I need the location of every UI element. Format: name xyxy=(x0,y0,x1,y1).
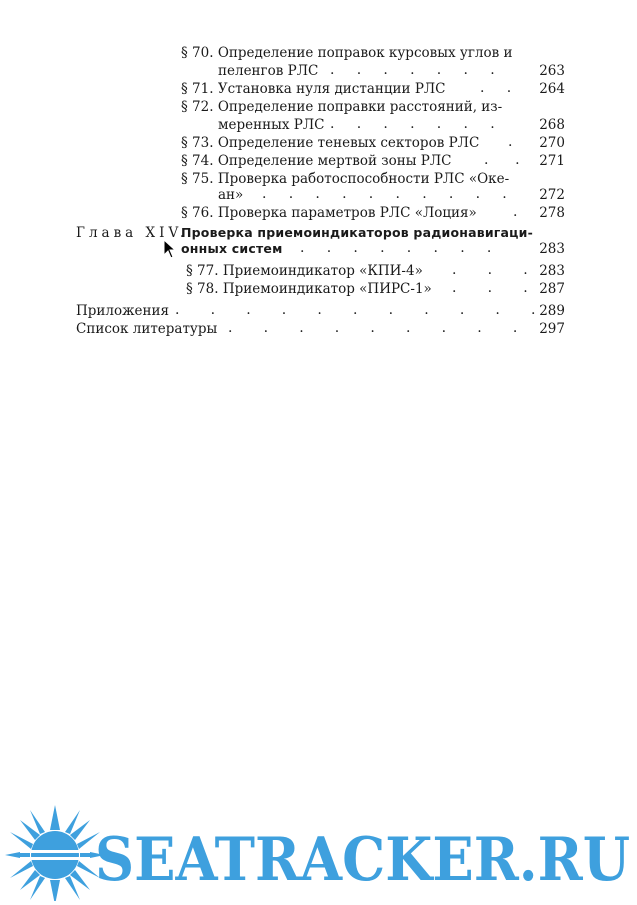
toc-entry-75-cont: ан» xyxy=(218,187,244,203)
toc-entry-77 xyxy=(186,262,423,280)
toc-entry-70-cont: пеленгов РЛС xyxy=(218,63,319,79)
section-number: § 78. xyxy=(186,281,219,297)
section-title: Определение поправки расстояний, из- xyxy=(217,99,503,115)
toc-entry-73 xyxy=(181,134,479,152)
section-title: Определение поправок курсовых углов и xyxy=(217,45,513,61)
page-number: 289 xyxy=(539,303,565,319)
toc-entry-72-cont: меренных РЛС xyxy=(218,117,325,133)
section-number: § 70. xyxy=(181,45,214,61)
watermark-text: SEATRACKER.RU xyxy=(95,825,630,895)
page-number: 283 xyxy=(539,241,565,257)
sunburst-logo-icon xyxy=(0,800,637,901)
page-number: 270 xyxy=(539,135,565,151)
watermark xyxy=(0,800,637,901)
toc-entry-appendix: Приложения xyxy=(76,303,170,319)
page-number: 271 xyxy=(539,153,565,169)
leader-dots: . xyxy=(513,204,518,220)
leader-dots: . . . . . . . . . . . xyxy=(175,302,536,318)
section-title: Определение мертвой зоны РЛС xyxy=(217,153,452,169)
leader-dots: . . . xyxy=(452,262,528,278)
leader-dots: . . xyxy=(480,80,512,96)
chapter-14-title: Проверка приемоиндикаторов радионавигаци- xyxy=(181,225,533,240)
toc-entry-70 xyxy=(181,44,513,62)
page-number: 297 xyxy=(539,321,565,337)
mouse-cursor-icon xyxy=(163,239,177,259)
section-number: § 71. xyxy=(181,81,214,97)
chapter-label: Глава XIV. xyxy=(76,225,189,241)
section-title: Проверка работоспособности РЛС «Оке- xyxy=(217,171,510,187)
toc-entry-references: Список литературы xyxy=(76,321,218,337)
toc-entry-71 xyxy=(181,80,446,98)
section-number: § 77. xyxy=(186,263,219,279)
section-title: Установка нуля дистанции РЛС xyxy=(217,81,446,97)
page-number: 263 xyxy=(539,63,565,79)
section-title: Приемоиндикатор «КПИ-4» xyxy=(222,263,423,279)
section-number: § 76. xyxy=(181,205,214,221)
section-title: Определение теневых секторов РЛС xyxy=(217,135,480,151)
page-number: 268 xyxy=(539,117,565,133)
section-number: § 72. xyxy=(181,99,214,115)
section-title: Проверка параметров РЛС «Лоция» xyxy=(217,205,477,221)
section-number: § 73. xyxy=(181,135,214,151)
section-number: § 75. xyxy=(181,171,214,187)
leader-dots: . . . . . . . . . . xyxy=(262,186,507,202)
toc-entry-74 xyxy=(181,152,451,170)
page-number: 278 xyxy=(539,205,565,221)
leader-dots: . . . xyxy=(452,280,528,296)
page-number: 272 xyxy=(539,187,565,203)
toc-entry-76 xyxy=(181,204,477,222)
leader-dots: . xyxy=(508,134,513,150)
leader-dots: . . . . . . . xyxy=(330,116,495,132)
toc-entry-78 xyxy=(186,280,432,298)
chapter-14-title-cont: онных систем xyxy=(181,241,283,256)
section-number: § 74. xyxy=(181,153,214,169)
leader-dots: . . . . . . . . xyxy=(300,240,492,256)
toc-entry-72 xyxy=(181,98,502,116)
leader-dots: . . . . . . . . . xyxy=(228,320,518,336)
section-title: Приемоиндикатор «ПИРС-1» xyxy=(222,281,432,297)
page-number: 287 xyxy=(539,281,565,297)
page-number: 264 xyxy=(539,81,565,97)
page-number: 283 xyxy=(539,263,565,279)
leader-dots: . . . . . . . xyxy=(330,62,495,78)
leader-dots: . . xyxy=(484,152,520,168)
